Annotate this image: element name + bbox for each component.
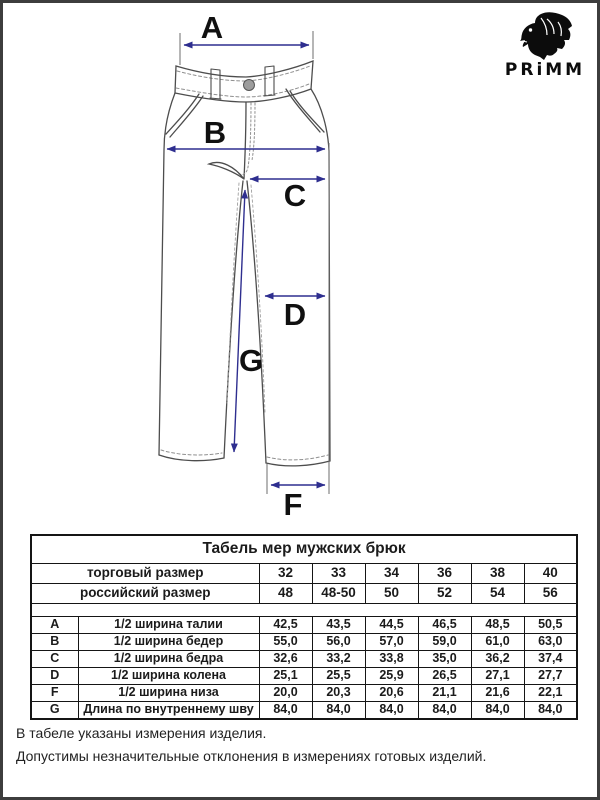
trade-size-value: 32 (259, 564, 312, 584)
row-value: 25,1 (259, 668, 312, 685)
center-front-seam (244, 102, 246, 179)
row-value: 84,0 (418, 702, 471, 720)
footnote-line-1: В табеле указаны измерения изделия. (16, 725, 267, 741)
dim-label-g: G (238, 343, 264, 378)
row-value: 84,0 (524, 702, 577, 720)
right-inseam (247, 181, 266, 463)
dim-label-b: B (203, 115, 227, 150)
row-value: 63,0 (524, 634, 577, 651)
row-value: 27,1 (471, 668, 524, 685)
footnotes (16, 722, 486, 768)
row-name: 1/2 ширина талии (78, 617, 259, 634)
trade-size-value: 33 (312, 564, 365, 584)
row-letter: G (31, 702, 78, 720)
russian-size-row (31, 584, 577, 604)
row-value: 57,0 (365, 634, 418, 651)
fly-stitch (239, 103, 255, 175)
row-value: 84,0 (365, 702, 418, 720)
row-value: 35,0 (418, 651, 471, 668)
trade-size-value: 34 (365, 564, 418, 584)
row-value: 25,5 (312, 668, 365, 685)
table-row (31, 651, 577, 668)
row-value: 21,1 (418, 685, 471, 702)
row-letter: B (31, 634, 78, 651)
row-value: 20,6 (365, 685, 418, 702)
row-value: 84,0 (259, 702, 312, 720)
left-side-seam (159, 93, 175, 455)
trade-size-row (31, 564, 577, 584)
footnote-line-2: Допустимы незначительные отклонения в измерениях готовых изделий. (16, 748, 487, 764)
row-value: 42,5 (259, 617, 312, 634)
table-row (31, 685, 577, 702)
row-value: 27,7 (524, 668, 577, 685)
row-value: 25,9 (365, 668, 418, 685)
trousers-measurement-diagram (3, 3, 600, 531)
right-hem (266, 461, 330, 466)
russian-size-value: 50 (365, 584, 418, 604)
dim-label-d: D (283, 297, 307, 332)
row-name: 1/2 ширина колена (78, 668, 259, 685)
row-name: 1/2 ширина бедра (78, 651, 259, 668)
table-title-row (31, 535, 577, 564)
row-value: 20,3 (312, 685, 365, 702)
button (244, 80, 255, 91)
trade-size-value: 40 (524, 564, 577, 584)
lion-head-icon (520, 12, 572, 60)
row-value: 33,2 (312, 651, 365, 668)
row-value: 20,0 (259, 685, 312, 702)
row-letter: D (31, 668, 78, 685)
brand-logo (497, 11, 593, 81)
russian-size-value: 48-50 (312, 584, 365, 604)
row-name: 1/2 ширина бедер (78, 634, 259, 651)
table-title: Табель мер мужских брюк (31, 535, 577, 564)
russian-size-value: 54 (471, 584, 524, 604)
russian-size-value: 48 (259, 584, 312, 604)
russian-size-value: 56 (524, 584, 577, 604)
row-name: Длина по внутреннему шву (78, 702, 259, 720)
row-value: 26,5 (418, 668, 471, 685)
row-letter: A (31, 617, 78, 634)
trade-size-label: торговый размер (31, 564, 259, 584)
row-value: 46,5 (418, 617, 471, 634)
dim-label-f: F (283, 487, 303, 522)
table-row (31, 617, 577, 634)
trade-size-value: 36 (418, 564, 471, 584)
left-hem (159, 455, 224, 461)
row-value: 21,6 (471, 685, 524, 702)
dim-label-c: C (283, 178, 307, 213)
row-name: 1/2 ширина низа (78, 685, 259, 702)
russian-size-label: российский размер (31, 584, 259, 604)
spacer-row (31, 604, 577, 617)
row-value: 22,1 (524, 685, 577, 702)
row-value: 55,0 (259, 634, 312, 651)
row-value: 61,0 (471, 634, 524, 651)
table-row (31, 634, 577, 651)
crotch-detail (209, 162, 244, 179)
row-letter: F (31, 685, 78, 702)
russian-size-value: 52 (418, 584, 471, 604)
row-value: 84,0 (312, 702, 365, 720)
row-value: 36,2 (471, 651, 524, 668)
row-value: 43,5 (312, 617, 365, 634)
row-value: 32,6 (259, 651, 312, 668)
table-row (31, 702, 577, 720)
waistband (175, 61, 313, 102)
row-value: 33,8 (365, 651, 418, 668)
brand-wordmark: PRiMM (504, 60, 586, 80)
size-table (30, 534, 578, 720)
trousers-sketch (159, 61, 330, 466)
table-row (31, 668, 577, 685)
spacer-cell (31, 604, 577, 617)
row-value: 50,5 (524, 617, 577, 634)
row-value: 84,0 (471, 702, 524, 720)
row-letter: C (31, 651, 78, 668)
row-value: 56,0 (312, 634, 365, 651)
trade-size-value: 38 (471, 564, 524, 584)
dim-label-a: A (200, 10, 224, 45)
row-value: 48,5 (471, 617, 524, 634)
right-side-seam (311, 89, 330, 461)
pocket-left (166, 94, 203, 137)
row-value: 37,4 (524, 651, 577, 668)
row-value: 59,0 (418, 634, 471, 651)
row-value: 44,5 (365, 617, 418, 634)
